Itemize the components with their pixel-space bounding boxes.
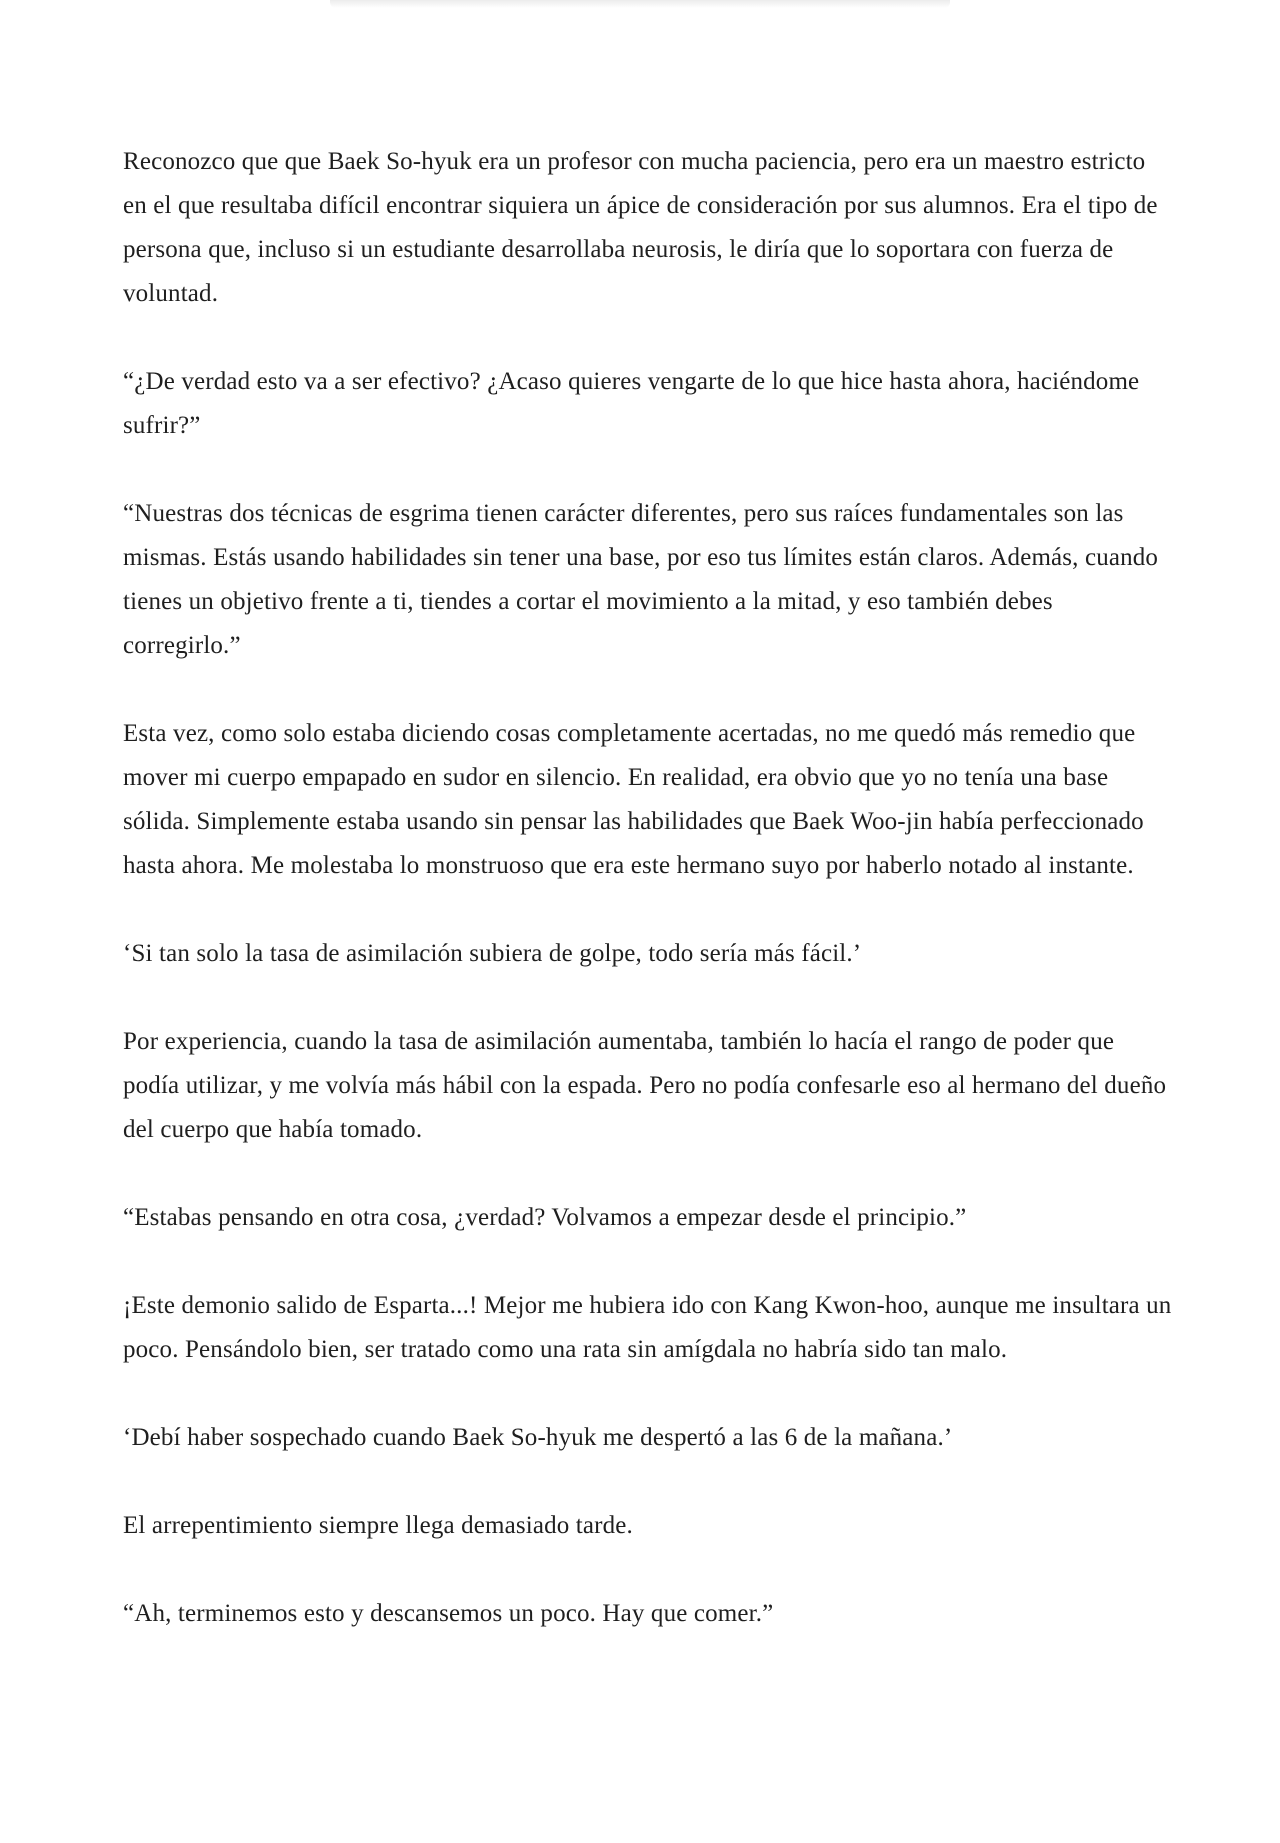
paragraph: ‘Debí haber sospechado cuando Baek So-hyuk me despertó a las 6 de la mañana.’ <box>123 1424 953 1451</box>
document-body <box>123 140 1173 1680</box>
paragraph: “Nuestras dos técnicas de esgrima tienen carácter diferentes, pero sus raíces fundamentales son las mismas. Estás usando habilidades sin tener una base, por eso tus límites están claros. Además, cuando tienes un objetivo frente a ti, tiendes a cortar el movimiento a la mitad, y eso también debes corregirlo.” <box>123 500 1159 659</box>
paragraph: “Ah, terminemos esto y descansemos un poco. Hay que comer.” <box>123 1600 774 1627</box>
paragraph: Reconozco que que Baek So-hyuk era un profesor con mucha paciencia, pero era un maestro estricto en el que resultaba difícil encontrar siquiera un ápice de consideración por sus alumnos. Era el tipo de persona que, incluso si un estudiante desarrollaba neurosis, le diría que lo soportara con fuerza de voluntad. <box>123 148 1158 307</box>
paragraph: Esta vez, como solo estaba diciendo cosas completamente acertadas, no me quedó más remedio que mover mi cuerpo empapado en sudor en silencio. En realidad, era obvio que yo no tenía una base sólida. Simplemente estaba usando sin pensar las habilidades que Baek Woo-jin había perfeccionado hasta ahora. Me molestaba lo monstruoso que era este hermano suyo por haberlo notado al instante. <box>123 720 1144 879</box>
paragraph: “Estabas pensando en otra cosa, ¿verdad? Volvamos a empezar desde el principio.” <box>123 1204 967 1231</box>
paragraph: Por experiencia, cuando la tasa de asimilación aumentaba, también lo hacía el rango de poder que podía utilizar, y me volvía más hábil con la espada. Pero no podía confesarle eso al hermano del dueño del cuerpo que había tomado. <box>123 1028 1167 1143</box>
paragraph: “¿De verdad esto va a ser efectivo? ¿Acaso quieres vengarte de lo que hice hasta ahora, haciéndome sufrir?” <box>123 368 1140 439</box>
top-edge-shadow <box>330 0 950 8</box>
paragraph: ‘Si tan solo la tasa de asimilación subiera de golpe, todo sería más fácil.’ <box>123 940 862 967</box>
paragraph: El arrepentimiento siempre llega demasiado tarde. <box>123 1512 633 1539</box>
paragraph: ¡Este demonio salido de Esparta...! Mejor me hubiera ido con Kang Kwon-hoo, aunque me insultara un poco. Pensándolo bien, ser tratado como una rata sin amígdala no habría sido tan malo. <box>123 1292 1172 1363</box>
